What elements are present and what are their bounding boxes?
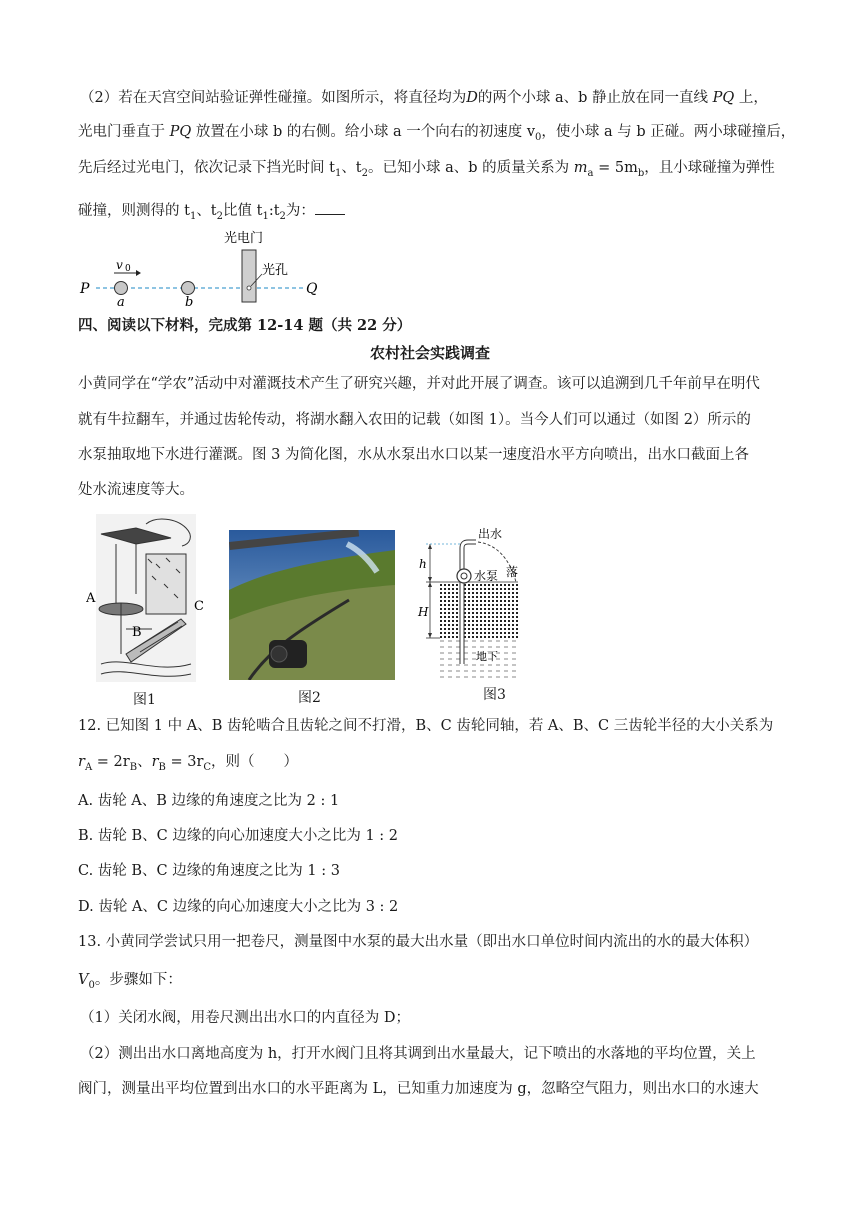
q13-step-1: （1）关闭水阀，用卷尺测出出水口的内直径为 D； [80, 1010, 410, 1026]
para-line-1: 小黄同学在“学农”活动中对灌溉技术产生了研究兴趣，并对此开展了调查。该可以追溯到几千年前早在明代 [78, 376, 760, 392]
fig3-label-ground: 地下 [476, 650, 498, 663]
fig1-label-A: A [86, 591, 96, 606]
q13-stem-1: 13. 小黄同学尝试只用一把卷尺，测量图中水泵的最大出水量（即出水口单位时间内流出的水的最大体积） [78, 934, 759, 950]
para-line-4: 处水流速度等大。 [78, 482, 194, 498]
figure-3-schematic [416, 524, 522, 684]
q12-option-d[interactable]: D. 齿轮 A、C 边缘的向心加速度大小之比为 3 : 2 [78, 899, 399, 915]
section-title: 农村社会实践调查 [369, 344, 490, 362]
collision-figure [78, 226, 338, 308]
fig3-label-fall: 落 [506, 565, 519, 579]
q12-option-b[interactable]: B. 齿轮 B、C 边缘的向心加速度大小之比为 1 : 2 [78, 828, 399, 844]
fig3-label-out: 出水 [478, 527, 503, 541]
label-v0: v [116, 258, 123, 272]
q11-line-4: 碰撞，则测得的 $t_1$、$t_2$比值 $t_1:t_2$为： [78, 200, 794, 227]
q13-stem-2: $V_0$。步骤如下： [78, 972, 182, 991]
label-b: b [185, 295, 194, 308]
label-a: a [117, 295, 125, 308]
q12-option-a[interactable]: A. 齿轮 A、B 边缘的角速度之比为 2 : 1 [78, 793, 340, 809]
q11-line-2: 光电门垂直于 PQ 放置在小球 b 的右侧。给小球 a 一个向右的初速度 $v_0$，使小球 a 与 b 正碰。两小球碰撞后， [78, 124, 796, 143]
q13-step-2b: 阀门，测量出平均位置到出水口的水平距离为 L，已知重力加速度为 g，忽略空气阻力，则出水口的水速大 [78, 1081, 759, 1097]
fig3-label-pump: 水泵 [474, 569, 499, 583]
caption-fig2: 图2 [298, 690, 321, 706]
para-line-3: 水泵抽取地下水进行灌溉。图 3 为简化图，水从水泵出水口以某一速度沿水平方向喷出，出水口截面上各 [78, 447, 749, 463]
light-hole [247, 286, 251, 290]
hole-label: 光孔 [262, 263, 289, 278]
para-line-2: 就有牛拉翻车，并通过齿轮传动，将湖水翻入农田的记载（如图 1）。当今人们可以通过（如图 2）所示的 [78, 412, 751, 428]
ball-a [115, 282, 128, 295]
caption-fig3: 图3 [483, 687, 506, 703]
q11-line-1: （2）若在天宫空间站验证弹性碰撞。如图所示，将直径均为D的两个小球 a、b 静止放在同一直线 PQ 上， [80, 90, 768, 106]
q13-step-2a: （2）测出出水口离地高度为 h，打开水阀门且将其调到出水量最大，记下喷出的水落地的平均位置，关上 [80, 1046, 756, 1062]
ball-b [182, 282, 195, 295]
label-Q: Q [306, 281, 318, 297]
q11-line-3: 先后经过光电门，依次记录下挡光时间 $t_1$、$t_2$。已知小球 a、b 的质量关系为 $m_a = 5m_b$，且小球碰撞为弹性 [78, 160, 775, 179]
fig3-label-H: H [418, 605, 429, 619]
q12-stem-2: $r_A = 2r_B$、$r_B = 3r_C$，则（ ） [78, 754, 299, 773]
figure-2-pump-photo [229, 530, 395, 680]
q12-option-c[interactable]: C. 齿轮 B、C 边缘的角速度之比为 1 : 3 [78, 863, 340, 879]
gate-label: 光电门 [224, 231, 264, 246]
q12-stem-1: 12. 已知图 1 中 A、B 齿轮啮合且齿轮之间不打滑，B、C 齿轮同轴，若 A、B、C 三齿轮半径的大小关系为 [78, 718, 774, 734]
label-P: P [80, 281, 90, 297]
fig3-label-h: h [419, 557, 427, 571]
svg-text:0: 0 [125, 264, 131, 274]
photogate [242, 250, 256, 302]
fig1-label-B: B [132, 625, 142, 640]
figure-1-waterwheel [86, 514, 206, 682]
section-heading: 四、阅读以下材料，完成第 12-14 题（共 22 分） [78, 317, 412, 334]
caption-fig1: 图1 [133, 692, 156, 708]
answer-blank[interactable] [315, 200, 345, 215]
fig1-label-C: C [194, 599, 204, 614]
